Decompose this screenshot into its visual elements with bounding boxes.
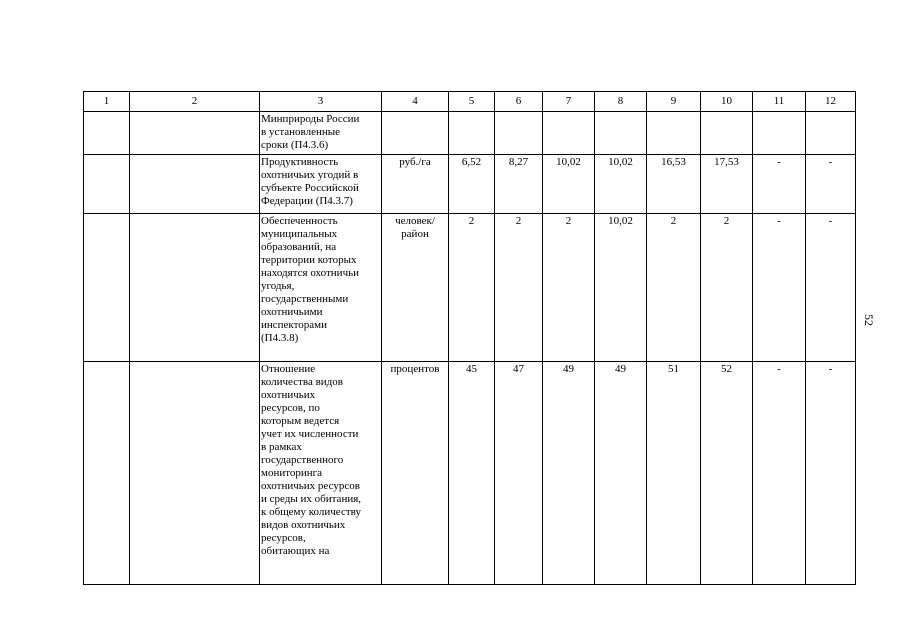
row-cell-1 [84, 155, 130, 214]
table-header-row [84, 92, 856, 112]
unit-cell: человек/ район [382, 214, 449, 362]
column-number-5: 5 [449, 92, 495, 112]
column-number-3: 3 [260, 92, 382, 112]
unit-cell: руб./га [382, 155, 449, 214]
table-row [84, 362, 856, 585]
column-number-2: 2 [130, 92, 260, 112]
value-cell-10 [701, 112, 753, 155]
value-cell-8 [595, 112, 647, 155]
row-cell-2 [130, 362, 260, 585]
row-cell-2 [130, 155, 260, 214]
value-cell-10: 52 [701, 362, 753, 585]
value-cell-5: 6,52 [449, 155, 495, 214]
row-cell-2 [130, 112, 260, 155]
value-cell-11: - [753, 214, 806, 362]
value-cell-9: 2 [647, 214, 701, 362]
value-cell-10: 2 [701, 214, 753, 362]
value-cell-8: 49 [595, 362, 647, 585]
value-cell-11 [753, 112, 806, 155]
row-cell-2 [130, 214, 260, 362]
column-number-6: 6 [495, 92, 543, 112]
page-number: 52 [862, 314, 876, 326]
value-cell-9: 51 [647, 362, 701, 585]
column-number-11: 11 [753, 92, 806, 112]
value-cell-6: 2 [495, 214, 543, 362]
value-cell-12: - [806, 362, 856, 585]
column-number-12: 12 [806, 92, 856, 112]
table-row [84, 155, 856, 214]
value-cell-7 [543, 112, 595, 155]
value-cell-5: 2 [449, 214, 495, 362]
indicators-table [83, 91, 856, 585]
value-cell-5: 45 [449, 362, 495, 585]
value-cell-7: 10,02 [543, 155, 595, 214]
value-cell-10: 17,53 [701, 155, 753, 214]
value-cell-11: - [753, 155, 806, 214]
row-cell-1 [84, 362, 130, 585]
value-cell-8: 10,02 [595, 155, 647, 214]
value-cell-7: 49 [543, 362, 595, 585]
column-number-10: 10 [701, 92, 753, 112]
value-cell-11: - [753, 362, 806, 585]
value-cell-6: 8,27 [495, 155, 543, 214]
indicator-name-cell: Отношение количества видов охотничьих ресурсов, по которым ведется учет их численности в рамках государственного мониторинга охотничьих ресурсов и среды их обитания, к общему количеству видов охотничьих ресурсов, обитающих на [260, 362, 382, 585]
value-cell-12 [806, 112, 856, 155]
value-cell-5 [449, 112, 495, 155]
value-cell-8: 10,02 [595, 214, 647, 362]
column-number-8: 8 [595, 92, 647, 112]
column-number-7: 7 [543, 92, 595, 112]
value-cell-9: 16,53 [647, 155, 701, 214]
unit-cell [382, 112, 449, 155]
row-cell-1 [84, 214, 130, 362]
indicator-name-cell: Минприроды России в установленные сроки (П4.3.6) [260, 112, 382, 155]
row-cell-1 [84, 112, 130, 155]
value-cell-12: - [806, 214, 856, 362]
value-cell-9 [647, 112, 701, 155]
value-cell-6 [495, 112, 543, 155]
value-cell-7: 2 [543, 214, 595, 362]
column-number-9: 9 [647, 92, 701, 112]
column-number-4: 4 [382, 92, 449, 112]
value-cell-12: - [806, 155, 856, 214]
column-number-1: 1 [84, 92, 130, 112]
indicator-name-cell: Обеспеченность муниципальных образований, на территории которых находятся охотничьи угодья, государственными охотничьими инспекторами (П4.3.8) [260, 214, 382, 362]
value-cell-6: 47 [495, 362, 543, 585]
table-row [84, 214, 856, 362]
indicator-name-cell: Продуктивность охотничьих угодий в субъекте Российской Федерации (П4.3.7) [260, 155, 382, 214]
table-row [84, 112, 856, 155]
unit-cell: процентов [382, 362, 449, 585]
